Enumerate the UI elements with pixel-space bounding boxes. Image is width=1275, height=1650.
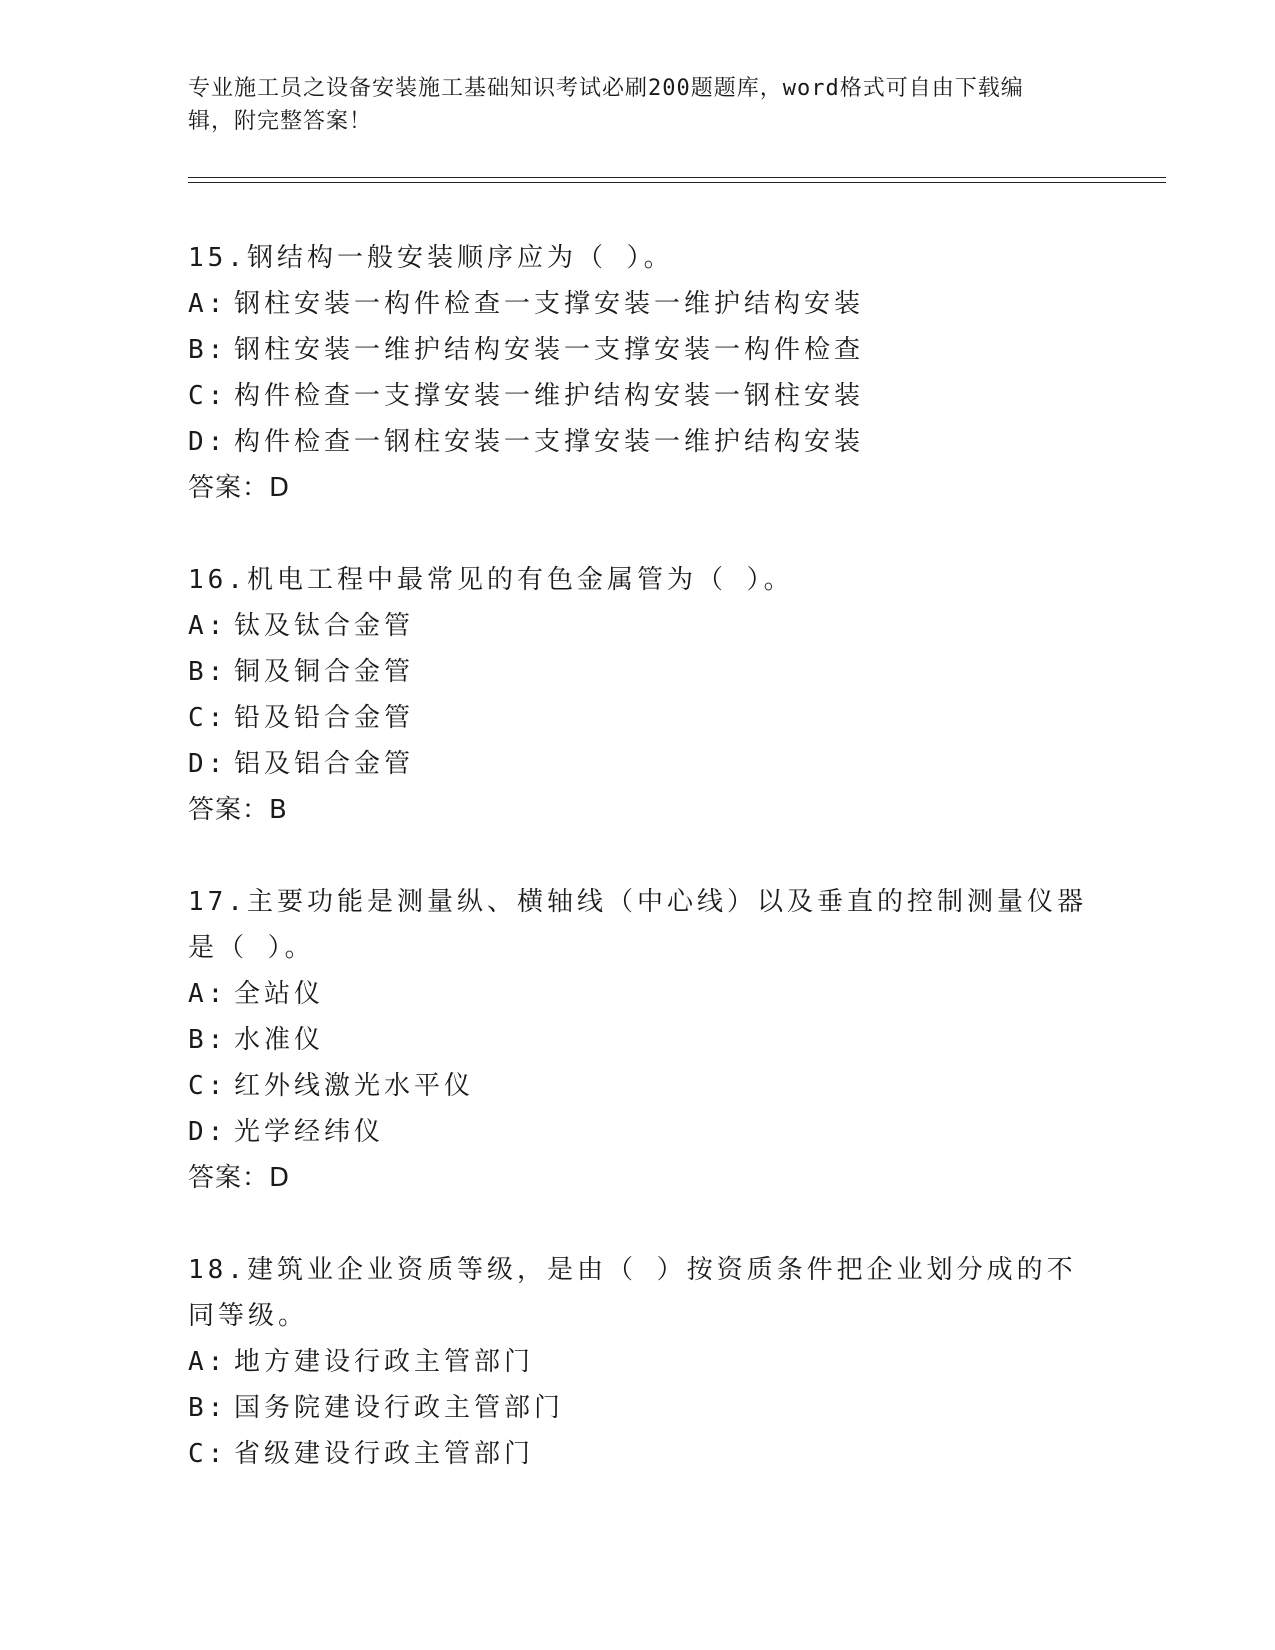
option-a [188, 603, 1088, 649]
answer-line: 答案：D [188, 473, 291, 503]
option-a [188, 971, 1088, 1017]
option-key: B: [188, 1025, 228, 1055]
option-key: D: [188, 427, 228, 457]
option-text: 国务院建设行政主管部门 [234, 1393, 565, 1423]
option-d [188, 1109, 1088, 1155]
document-header: 专业施工员之设备安装施工基础知识考试必刷200题题库，word格式可自由下载编辑，附完整答案！ [188, 76, 1024, 134]
answer-line: 答案：B [188, 795, 288, 825]
question-stem: 17.主要功能是测量纵、横轴线（中心线）以及垂直的控制测量仪器是（ ）。 [188, 887, 1087, 963]
header-divider-top [188, 177, 1166, 178]
option-c [188, 695, 1088, 741]
option-key: C: [188, 381, 228, 411]
question-stem: 15.钢结构一般安装顺序应为（ ）。 [188, 243, 674, 273]
option-text: 省级建设行政主管部门 [234, 1439, 535, 1469]
option-key: D: [188, 1117, 228, 1147]
option-key: A: [188, 979, 228, 1009]
option-text: 水准仪 [234, 1025, 325, 1055]
option-text: 钛及钛合金管 [234, 611, 415, 641]
option-b [188, 1017, 1088, 1063]
option-a [188, 1339, 1088, 1385]
question-18 [188, 1247, 1088, 1477]
answer-line: 答案：D [188, 1163, 291, 1193]
option-b [188, 1385, 1088, 1431]
option-text: 铜及铜合金管 [234, 657, 415, 687]
option-text: 地方建设行政主管部门 [234, 1347, 535, 1377]
option-key: A: [188, 1347, 228, 1377]
option-key: A: [188, 611, 228, 641]
question-list [188, 235, 1088, 1477]
option-key: B: [188, 657, 228, 687]
option-text: 铝及铝合金管 [234, 749, 415, 779]
option-text: 红外线激光水平仪 [234, 1071, 475, 1101]
option-key: C: [188, 703, 228, 733]
option-c [188, 1063, 1088, 1109]
option-key: C: [188, 1071, 228, 1101]
option-text: 铅及铅合金管 [234, 703, 415, 733]
option-b [188, 327, 1088, 373]
option-d [188, 419, 1088, 465]
question-stem: 18.建筑业企业资质等级，是由（ ）按资质条件把企业划分成的不同等级。 [188, 1255, 1077, 1331]
option-text: 钢柱安装一构件检查一支撑安装一维护结构安装 [234, 289, 865, 319]
question-stem: 16.机电工程中最常见的有色金属管为（ ）。 [188, 565, 794, 595]
option-key: D: [188, 749, 228, 779]
question-16 [188, 557, 1088, 833]
option-text: 构件检查一钢柱安装一支撑安装一维护结构安装 [234, 427, 865, 457]
question-17 [188, 879, 1088, 1201]
option-text: 光学经纬仪 [234, 1117, 385, 1147]
option-key: A: [188, 289, 228, 319]
option-c [188, 1431, 1088, 1477]
option-key: C: [188, 1439, 228, 1469]
option-c [188, 373, 1088, 419]
option-b [188, 649, 1088, 695]
option-a [188, 281, 1088, 327]
option-text: 构件检查一支撑安装一维护结构安装一钢柱安装 [234, 381, 865, 411]
header-divider-bottom [188, 182, 1166, 183]
option-d [188, 741, 1088, 787]
option-text: 钢柱安装一维护结构安装一支撑安装一构件检查 [234, 335, 865, 365]
option-text: 全站仪 [234, 979, 325, 1009]
option-key: B: [188, 335, 228, 365]
question-15 [188, 235, 1088, 511]
option-key: B: [188, 1393, 228, 1423]
